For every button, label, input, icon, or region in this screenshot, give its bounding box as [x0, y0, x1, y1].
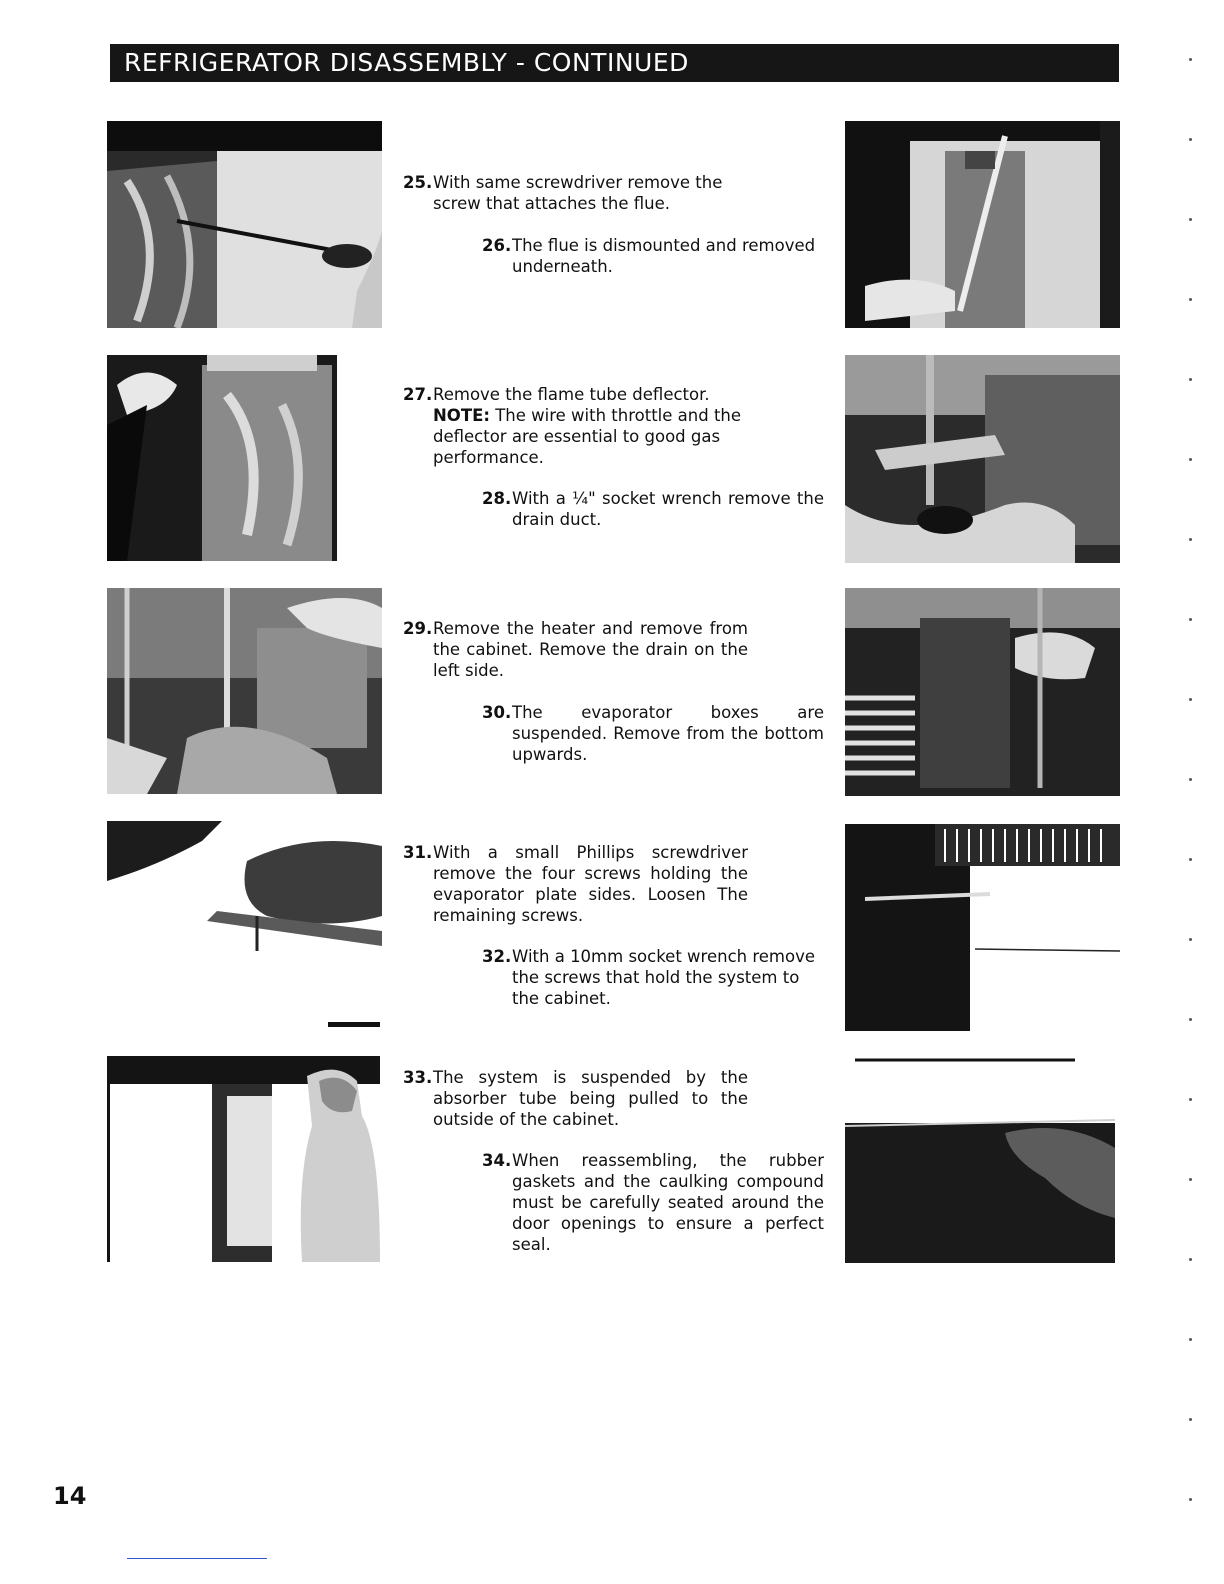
scan-mark: [1189, 1498, 1192, 1501]
scan-mark: [1189, 1338, 1192, 1341]
photo-fragment-line: [328, 1022, 380, 1027]
scan-mark: [1189, 618, 1192, 621]
scan-mark: [1189, 1178, 1192, 1181]
photo-step-25: [107, 121, 382, 328]
scan-mark: [1189, 1018, 1192, 1021]
scan-mark: [1189, 378, 1192, 381]
scan-mark: [1189, 1258, 1192, 1261]
photo-step-34: [845, 1058, 1118, 1265]
scan-mark: [1189, 218, 1192, 221]
step-32: 32. With a 10mm socket wrench remove the screws that hold the system to the cabinet.: [482, 947, 816, 1008]
scan-mark: [1189, 858, 1192, 861]
scan-mark: [1189, 778, 1192, 781]
scan-mark: [1189, 938, 1192, 941]
photo-step-32: [845, 824, 1120, 1031]
step-31: 31. With a small Phillips screwdriver remove the four screws holding the evaporator plate sides. Loosen The remaining screws.: [403, 843, 748, 925]
photo-step-26: [845, 121, 1120, 328]
section-title: REFRIGERATOR DISASSEMBLY - CONTINUED: [124, 48, 689, 77]
step-30: 30. The evaporator boxes are suspended. Remove from the bottom upwards.: [482, 703, 824, 764]
step-27-note-text: The wire with throttle and the deflector are essential to good gas performance.: [433, 406, 742, 467]
photo-step-33: [107, 1056, 380, 1262]
footer-rule: [127, 1558, 267, 1559]
scan-mark: [1189, 1418, 1192, 1421]
step-28: 28. With a ¼" socket wrench remove the drain duct.: [482, 489, 824, 529]
step-27-text: Remove the flame tube deflector.: [433, 385, 710, 404]
step-33: 33. The system is suspended by the absorber tube being pulled to the outside of the cabinet.: [403, 1068, 748, 1129]
scan-mark: [1189, 1098, 1192, 1101]
scan-mark: [1189, 538, 1192, 541]
scan-mark: [1189, 298, 1192, 301]
step-29: 29. Remove the heater and remove from the cabinet. Remove the drain on the left side.: [403, 619, 748, 680]
photo-step-29: [107, 588, 382, 794]
step-26: 26. The flue is dismounted and removed underneath.: [482, 236, 816, 276]
photo-step-27: [107, 355, 337, 561]
scan-mark: [1189, 458, 1192, 461]
page-number: 14: [53, 1482, 87, 1510]
scan-mark: [1189, 138, 1192, 141]
step-27-note-label: NOTE:: [433, 406, 490, 425]
photo-step-30: [845, 588, 1120, 796]
scan-mark: [1189, 58, 1192, 61]
section-header: [110, 44, 1119, 82]
step-27: 27. Remove the flame tube deflector. NOTE: The wire with throttle and the deflector are essential to good gas performance.: [403, 385, 742, 467]
step-34: 34. When reassembling, the rubber gaskets and the caulking compound must be carefully seated around the door openings to ensure a perfect seal.: [482, 1151, 824, 1254]
photo-step-28: [845, 355, 1120, 563]
scan-mark: [1189, 698, 1192, 701]
step-25: 25. With same screwdriver remove the screw that attaches the flue.: [403, 173, 723, 213]
photo-step-31: [107, 821, 382, 961]
